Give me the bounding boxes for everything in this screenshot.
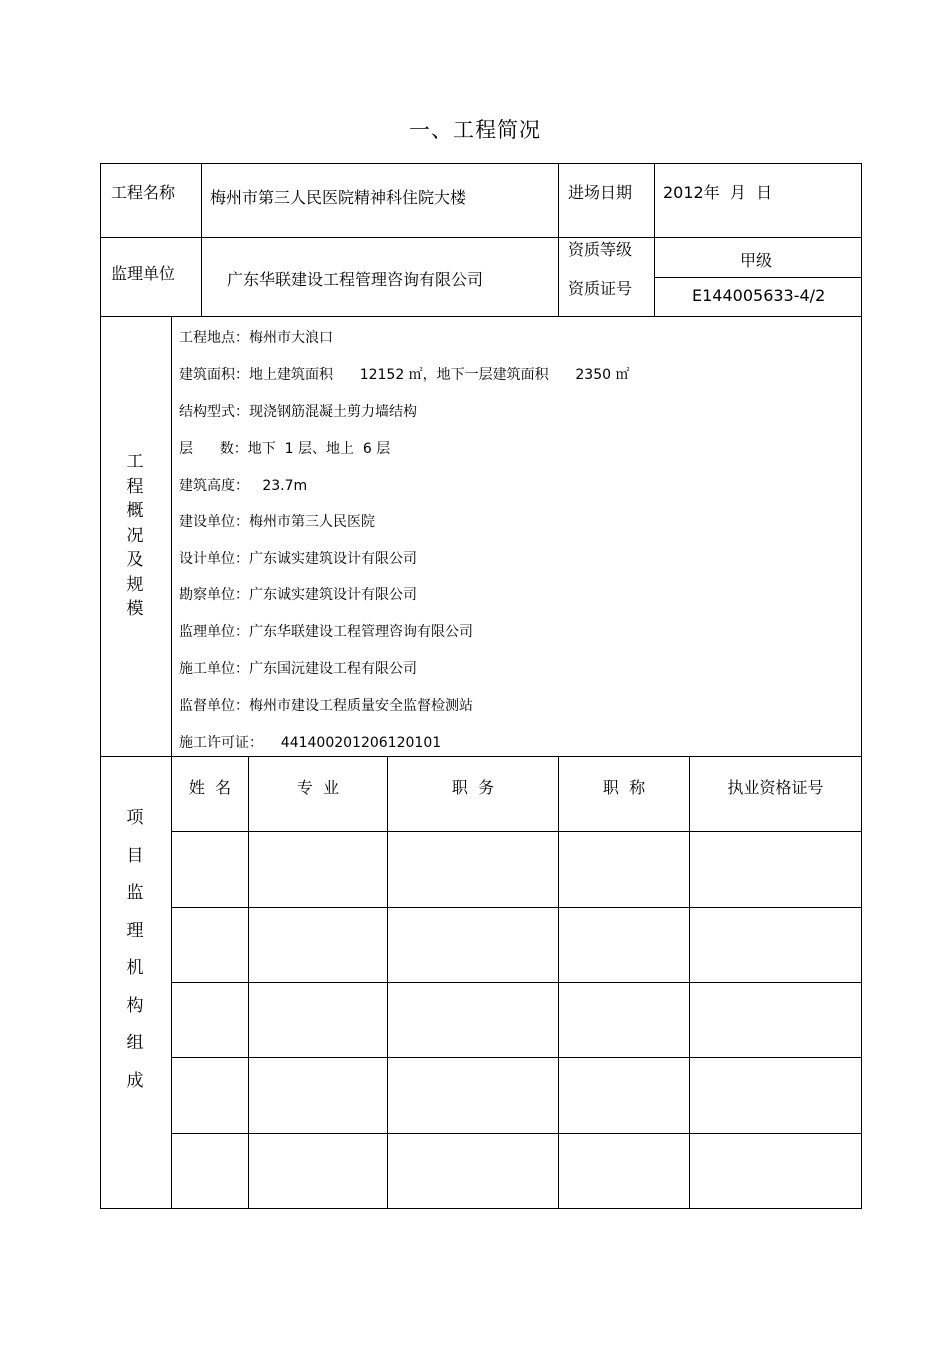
overview-floors: 层 数：地下 1 层、地上 6 层 [179, 441, 391, 457]
row-divider [171, 1057, 862, 1058]
overview-supervision: 监理单位：广东华联建设工程管理咨询有限公司 [179, 624, 473, 640]
organization-label-char: 目 [126, 845, 144, 866]
row-divider [100, 316, 862, 317]
table-border-left [100, 163, 101, 1209]
organization-label-char: 机 [126, 958, 144, 978]
col-divider [387, 756, 388, 1209]
entry-date-value: 2012年 月 日 [663, 183, 773, 202]
overview-designer: 设计单位：广东诚实建筑设计有限公司 [179, 551, 417, 567]
overview-label-char: 模 [126, 599, 144, 619]
overview-structure: 结构型式：现浇钢筋混凝土剪力墙结构 [179, 404, 417, 420]
col-divider [201, 163, 202, 317]
column-header-position: 职 务 [451, 778, 495, 797]
column-header-name: 姓 名 [188, 778, 232, 797]
row-divider [100, 237, 862, 238]
project-name-label: 工程名称 [111, 183, 176, 202]
overview-label-char: 工 [126, 452, 144, 472]
organization-section-label [120, 800, 150, 1100]
col-divider [171, 316, 172, 1209]
table-border-bottom [100, 1208, 862, 1209]
page-title: 一、工程简况 [409, 118, 541, 142]
organization-label-char: 项 [126, 808, 144, 828]
column-header-specialty: 专 业 [296, 778, 340, 797]
col-divider [654, 163, 655, 317]
supervisor-value: 广东华联建设工程管理咨询有限公司 [227, 270, 484, 289]
overview-label-char: 程 [126, 476, 144, 497]
overview-inspector: 监督单位：梅州市建设工程质量安全监督检测站 [179, 698, 473, 714]
col-divider [558, 756, 559, 1209]
organization-label-char: 成 [126, 1070, 144, 1091]
row-divider [171, 831, 862, 832]
row-divider [171, 1133, 862, 1134]
row-divider [171, 907, 862, 908]
overview-owner: 建设单位：梅州市第三人民医院 [179, 514, 375, 530]
overview-area: 建筑面积：地上建筑面积 12152 ㎡，地下一层建筑面积 2350 ㎡ [179, 367, 630, 383]
overview-label-char: 规 [126, 574, 144, 595]
col-divider [248, 756, 249, 1209]
overview-height: 建筑高度： 23.7m [179, 478, 308, 494]
row-divider [100, 756, 862, 757]
certificate-label: 资质证号 [568, 279, 633, 298]
qualification-grade-value: 甲级 [740, 251, 773, 270]
supervisor-label: 监理单位 [111, 264, 176, 283]
table-border-top [100, 163, 862, 164]
overview-section-label [120, 450, 150, 622]
qualification-grade-label: 资质等级 [568, 240, 633, 259]
col-divider [689, 756, 690, 1209]
entry-date-label: 进场日期 [568, 183, 633, 202]
certificate-value: E144005633-4/2 [692, 286, 826, 305]
column-header-license: 执业资格证号 [727, 778, 824, 797]
table-border-right [861, 163, 862, 1209]
organization-label-char: 理 [126, 920, 144, 941]
column-header-title: 职 称 [602, 778, 646, 797]
organization-label-char: 构 [126, 995, 144, 1016]
overview-location: 工程地点：梅州市大浪口 [179, 330, 333, 346]
overview-permit: 施工许可证： 441400201206120101 [179, 735, 442, 751]
overview-label-char: 及 [126, 550, 144, 570]
row-divider [654, 277, 862, 278]
overview-label-char: 况 [126, 525, 144, 546]
col-divider [558, 163, 559, 317]
organization-label-char: 监 [126, 883, 144, 903]
overview-contractor: 施工单位：广东国沅建设工程有限公司 [179, 661, 417, 677]
organization-label-char: 组 [126, 1033, 144, 1053]
overview-surveyor: 勘察单位：广东诚实建筑设计有限公司 [179, 587, 417, 603]
project-name-value: 梅州市第三人民医院精神科住院大楼 [210, 188, 467, 207]
overview-label-char: 概 [126, 501, 144, 521]
row-divider [171, 982, 862, 983]
